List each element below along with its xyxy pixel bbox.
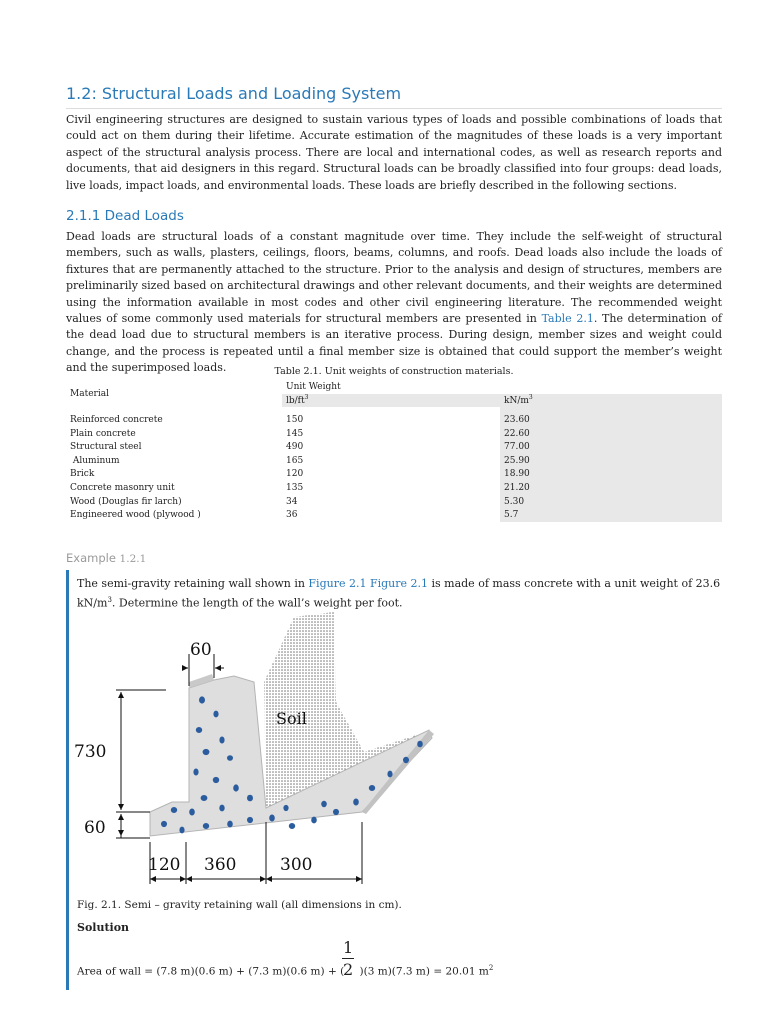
cell-kn: 23.60 (500, 413, 722, 427)
cell-lb: 490 (286, 442, 304, 453)
cell-kn: 77.00 (500, 440, 722, 454)
cell-lb: 135 (286, 482, 304, 493)
cell-material: Wood (Douglas fir larch) (70, 496, 182, 507)
cell-material: Brick (70, 469, 95, 480)
table-row (66, 427, 722, 441)
figure-2-1-link[interactable]: Figure 2.1 Figure 2.1 (308, 577, 428, 590)
cell-material: Structural steel (70, 442, 142, 453)
table-row (66, 454, 722, 468)
dim-heel-label: 300 (280, 855, 313, 875)
fraction-denominator: 2 (343, 960, 354, 979)
dead-loads-heading: 2.1.1 Dead Loads (66, 208, 184, 224)
cell-material: Concrete masonry unit (70, 482, 175, 493)
cell-kn: 5.30 (500, 495, 722, 509)
cell-kn: 25.90 (500, 454, 722, 468)
unit-weights-table (66, 380, 722, 522)
dim-toe-label: 120 (148, 855, 181, 875)
cell-lb: 34 (286, 496, 298, 507)
table-row (66, 495, 722, 509)
table-row (66, 481, 722, 495)
cell-lb: 165 (286, 455, 304, 466)
header-lb: $lb/ft^3$ (286, 394, 309, 407)
table-row (66, 440, 722, 454)
cell-lb: 150 (286, 414, 304, 425)
example-label: Example 1.2.1 (66, 551, 147, 565)
cell-lb: 36 (286, 510, 298, 521)
retaining-wall-drawing (74, 612, 436, 896)
table-caption: Table 2.1. Unit weights of construction materials. (274, 366, 514, 377)
intro-paragraph: Civil engineering structures are designed to sustain various types of loads and possible combinations of loads that could act on them during their lifetime. Accurate estimation of the magnitudes of these loads is a very important aspect of the structural analysis process. There are local and international codes, as well as research reports and documents, that aid designers in this regard. Structural loads can be broadly classified into four groups: dead loads, live loads, impact loads, and environmental loads. These loads are briefly described in the following sections. (66, 113, 722, 192)
cell-kn: 5.7 (500, 508, 722, 522)
soil-label: Soil (276, 709, 307, 728)
example-bar (66, 570, 69, 990)
cell-material: Aluminum (70, 455, 120, 466)
dim-base-label: 60 (84, 818, 106, 838)
dim-stem-label: 360 (204, 855, 237, 875)
dim-height-label: 730 (74, 742, 107, 762)
cell-lb: 145 (286, 428, 304, 439)
header-material: Material (70, 388, 109, 399)
solution-heading: Solution (77, 921, 130, 934)
cell-kn: 18.90 (500, 468, 722, 482)
table-2-1-link[interactable]: Table 2.1 (541, 312, 594, 326)
fraction-numerator: 1 (343, 938, 354, 957)
section-title: 1.2: Structural Loads and Loading System (66, 84, 722, 109)
dim-top-label: 60 (190, 640, 212, 660)
dead-loads-paragraph: Dead loads are structural loads of a constant magnitude over time. They include the self-weight of structural members, such as walls, plasters, ceilings, floors, beams, columns, and roofs. Dead loads also include the loads of fixtures that are permanently attached to the structure. Prior to the analysis and design of structures, members are preliminarily sized based on architectural drawings and other relevant documents, and their weights are determined using the information available in most codes and other civil engineering literature. The recommended weight values of some commonly used materials for structural members are presented in Table 2.1. The determination of the dead load due to structural members is an iterative process. During design, member sizes and weight could change, and the process is repeated until a final member size is obtained that could support the member’s weight and the superimposed loads. (66, 230, 723, 375)
table-row (66, 413, 722, 427)
figure-caption: Fig. 2.1. Semi – gravity retaining wall (all dimensions in cm). (77, 899, 402, 911)
table-row (66, 468, 722, 482)
fraction-bar (342, 958, 354, 959)
cell-kn: 21.20 (500, 481, 722, 495)
area-formula: Area of wall = (7.8 m)(0.6 m) + (7.3 m)(0.6 m) + ( )(3 m)(7.3 m) = 20.01 $m^2$ (77, 964, 494, 978)
cell-kn: 22.60 (500, 427, 722, 441)
cell-material: Engineered wood (plywood ) (70, 510, 201, 521)
cell-material: Reinforced concrete (70, 414, 163, 425)
example-text: The semi-gravity retaining wall shown in Figure 2.1 Figure 2.1 is made of mass concrete with a unit weight of 23.6 $kN/m^3$. Determine the length of the wall’s weight per foot. (77, 577, 721, 610)
cell-lb: 120 (286, 469, 304, 480)
retaining-wall-figure (74, 612, 436, 900)
table-row (66, 508, 722, 522)
cell-material: Plain concrete (70, 428, 136, 439)
header-unit-weight: Unit Weight (286, 381, 341, 392)
header-kn: $kN/m^3$ (504, 394, 533, 407)
